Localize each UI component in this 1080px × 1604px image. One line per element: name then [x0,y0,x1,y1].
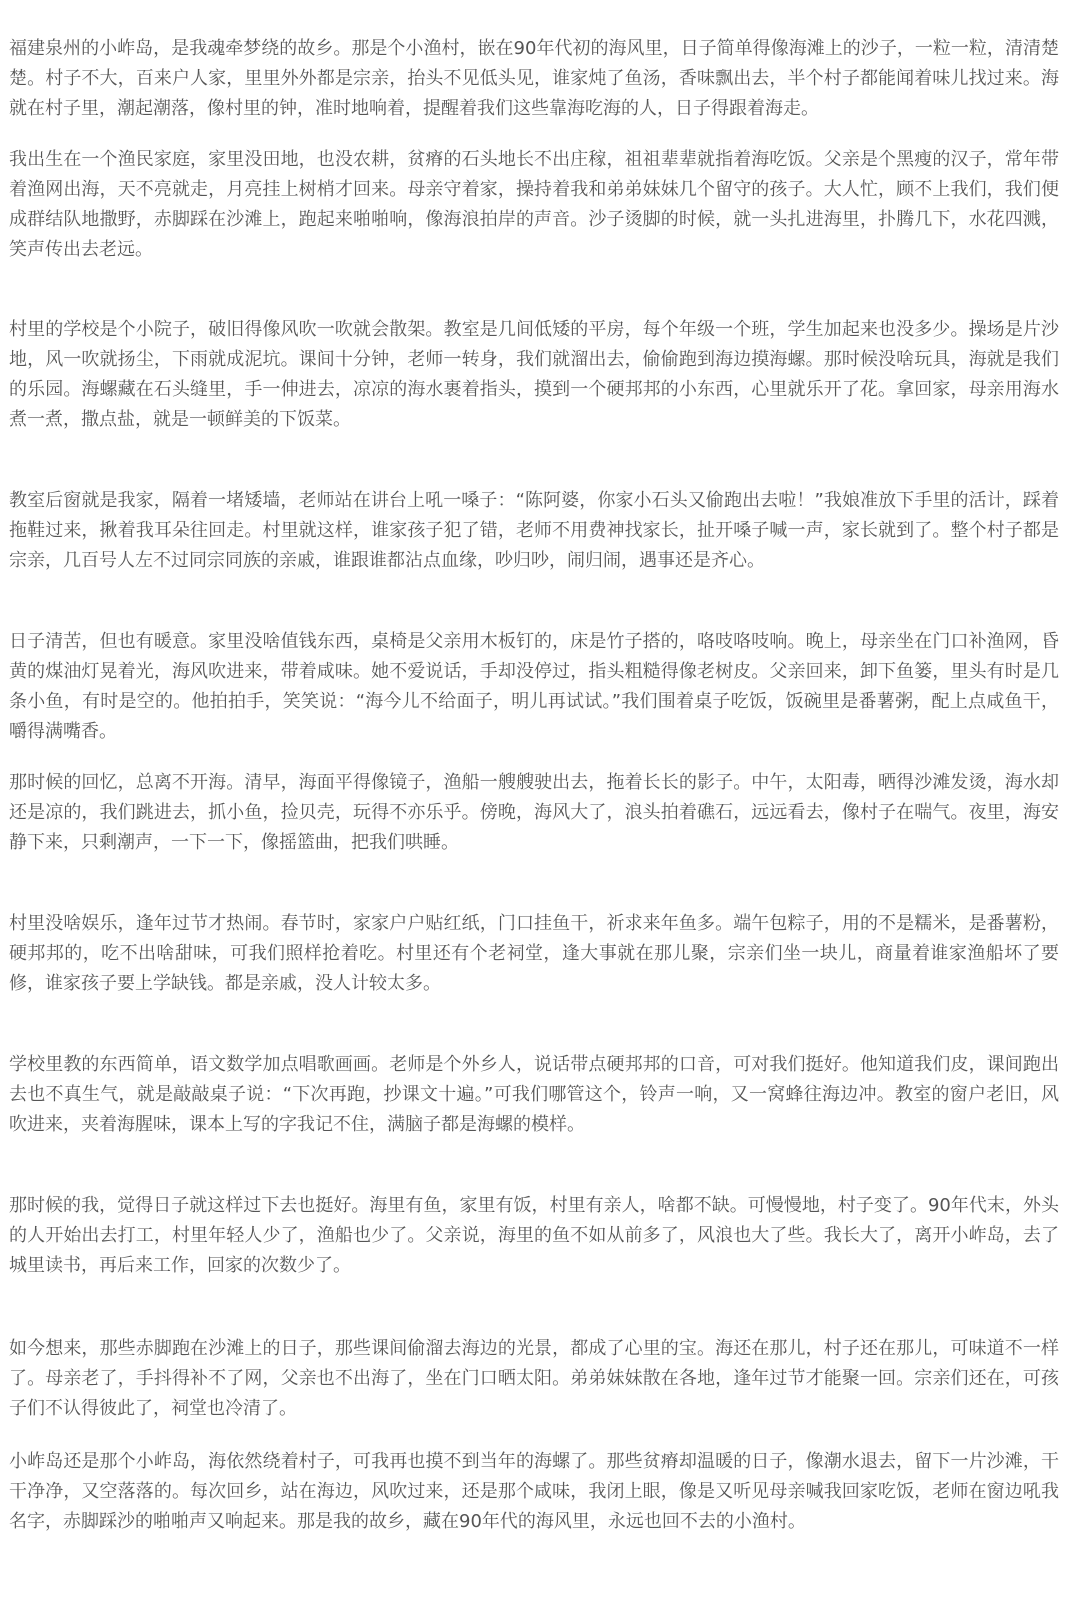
paragraph-3: 村里的学校是个小院子，破旧得像风吹一吹就会散架。教室是几间低矮的平房，每个年级一个班，学生加起来也没多少。操场是片沙地，风一吹就扬尘，下雨就成泥坑。课间十分钟，老师一转身，我们就溜出去，偷偷跑到海边摸海螺。那时候没啥玩具，海就是我们的乐园。海螺藏在石头缝里，手一伸进去，凉凉的海水裹着指头，摸到一个硬邦邦的小东西，心里就乐开了花。拿回家，母亲用海水煮一煮，撒点盐，就是一顿鲜美的下饭菜。 [9,319,1059,430]
paragraph-4: 教室后窗就是我家，隔着一堵矮墙，老师站在讲台上吼一嗓子：“陈阿婆，你家小石头又偷跑出去啦！”我娘准放下手里的活计，踩着拖鞋过来，揪着我耳朵往回走。村里就这样，谁家孩子犯了错，老师不用费神找家长，扯开嗓子喊一声，家长就到了。整个村子都是宗亲，几百号人左不过同宗同族的亲戚，谁跟谁都沾点血缘，吵归吵，闹归闹，遇事还是齐心。 [9,490,1059,571]
paragraph-11: 小岞岛还是那个小岞岛，海依然绕着村子，可我再也摸不到当年的海螺了。那些贫瘠却温暖的日子，像潮水退去，留下一片沙滩，干干净净，又空落落的。每次回乡，站在海边，风吹过来，还是那个咸味，我闭上眼，像是又听见母亲喊我回家吃饭，老师在窗边吼我名字，赤脚踩沙的啪啪声又响起来。那是我的故乡，藏在90年代的海风里，永远也回不去的小渔村。 [9,1451,1059,1532]
paragraph-10: 如今想来，那些赤脚跑在沙滩上的日子，那些课间偷溜去海边的光景，都成了心里的宝。海还在那儿，村子还在那儿，可味道不一样了。母亲老了，手抖得补不了网，父亲也不出海了，坐在门口晒太阳。弟弟妹妹散在各地，逢年过节才能聚一回。宗亲们还在，可孩子们不认得彼此了，祠堂也冷清了。 [9,1338,1059,1419]
paragraph-2: 我出生在一个渔民家庭，家里没田地，也没农耕，贫瘠的石头地长不出庄稼，祖祖辈辈就指着海吃饭。父亲是个黑瘦的汉子，常年带着渔网出海，天不亮就走，月亮挂上树梢才回来。母亲守着家，操持着我和弟弟妹妹几个留守的孩子。大人忙，顾不上我们，我们便成群结队地撒野，赤脚踩在沙滩上，跑起来啪啪响，像海浪拍岸的声音。沙子烫脚的时候，就一头扎进海里，扑腾几下，水花四溅，笑声传出去老远。 [9,149,1059,260]
paragraph-7: 村里没啥娱乐，逢年过节才热闹。春节时，家家户户贴红纸，门口挂鱼干，祈求来年鱼多。端午包粽子，用的不是糯米，是番薯粉，硬邦邦的，吃不出啥甜味，可我们照样抢着吃。村里还有个老祠堂，逢大事就在那儿聚，宗亲们坐一块儿，商量着谁家渔船坏了要修，谁家孩子要上学缺钱。都是亲戚，没人计较太多。 [9,913,1059,994]
paragraph-9: 那时候的我，觉得日子就这样过下去也挺好。海里有鱼，家里有饭，村里有亲人，啥都不缺。可慢慢地，村子变了。90年代末，外头的人开始出去打工，村里年轻人少了，渔船也少了。父亲说，海里的鱼不如从前多了，风浪也大了些。我长大了，离开小岞岛，去了城里读书，再后来工作，回家的次数少了。 [9,1195,1059,1276]
paragraph-6: 那时候的回忆，总离不开海。清早，海面平得像镜子，渔船一艘艘驶出去，拖着长长的影子。中午，太阳毒，晒得沙滩发烫，海水却还是凉的，我们跳进去，抓小鱼，捡贝壳，玩得不亦乐乎。傍晚，海风大了，浪头拍着礁石，远远看去，像村子在喘气。夜里，海安静下来，只剩潮声，一下一下，像摇篮曲，把我们哄睡。 [9,772,1059,853]
paragraph-5: 日子清苦，但也有暖意。家里没啥值钱东西，桌椅是父亲用木板钉的，床是竹子搭的，咯吱咯吱响。晚上，母亲坐在门口补渔网，昏黄的煤油灯晃着光，海风吹进来，带着咸味。她不爱说话，手却没停过，指头粗糙得像老树皮。父亲回来，卸下鱼篓，里头有时是几条小鱼，有时是空的。他拍拍手，笑笑说：“海今儿不给面子，明儿再试试。”我们围着桌子吃饭，饭碗里是番薯粥，配上点咸鱼干，嚼得满嘴香。 [9,631,1059,742]
paragraph-1: 福建泉州的小岞岛，是我魂牵梦绕的故乡。那是个小渔村，嵌在90年代初的海风里，日子简单得像海滩上的沙子，一粒一粒，清清楚楚。村子不大，百来户人家，里里外外都是宗亲，抬头不见低头见，谁家炖了鱼汤，香味飘出去，半个村子都能闻着味儿找过来。海就在村子里，潮起潮落，像村里的钟，准时地响着，提醒着我们这些靠海吃海的人，日子得跟着海走。 [9,38,1059,119]
paragraph-8: 学校里教的东西简单，语文数学加点唱歌画画。老师是个外乡人，说话带点硬邦邦的口音，可对我们挺好。他知道我们皮，课间跑出去也不真生气，就是敲敲桌子说：“下次再跑，抄课文十遍。”可我们哪管这个，铃声一响，又一窝蜂往海边冲。教室的窗户老旧，风吹进来，夹着海腥味，课本上写的字我记不住，满脑子都是海螺的模样。 [9,1054,1059,1135]
